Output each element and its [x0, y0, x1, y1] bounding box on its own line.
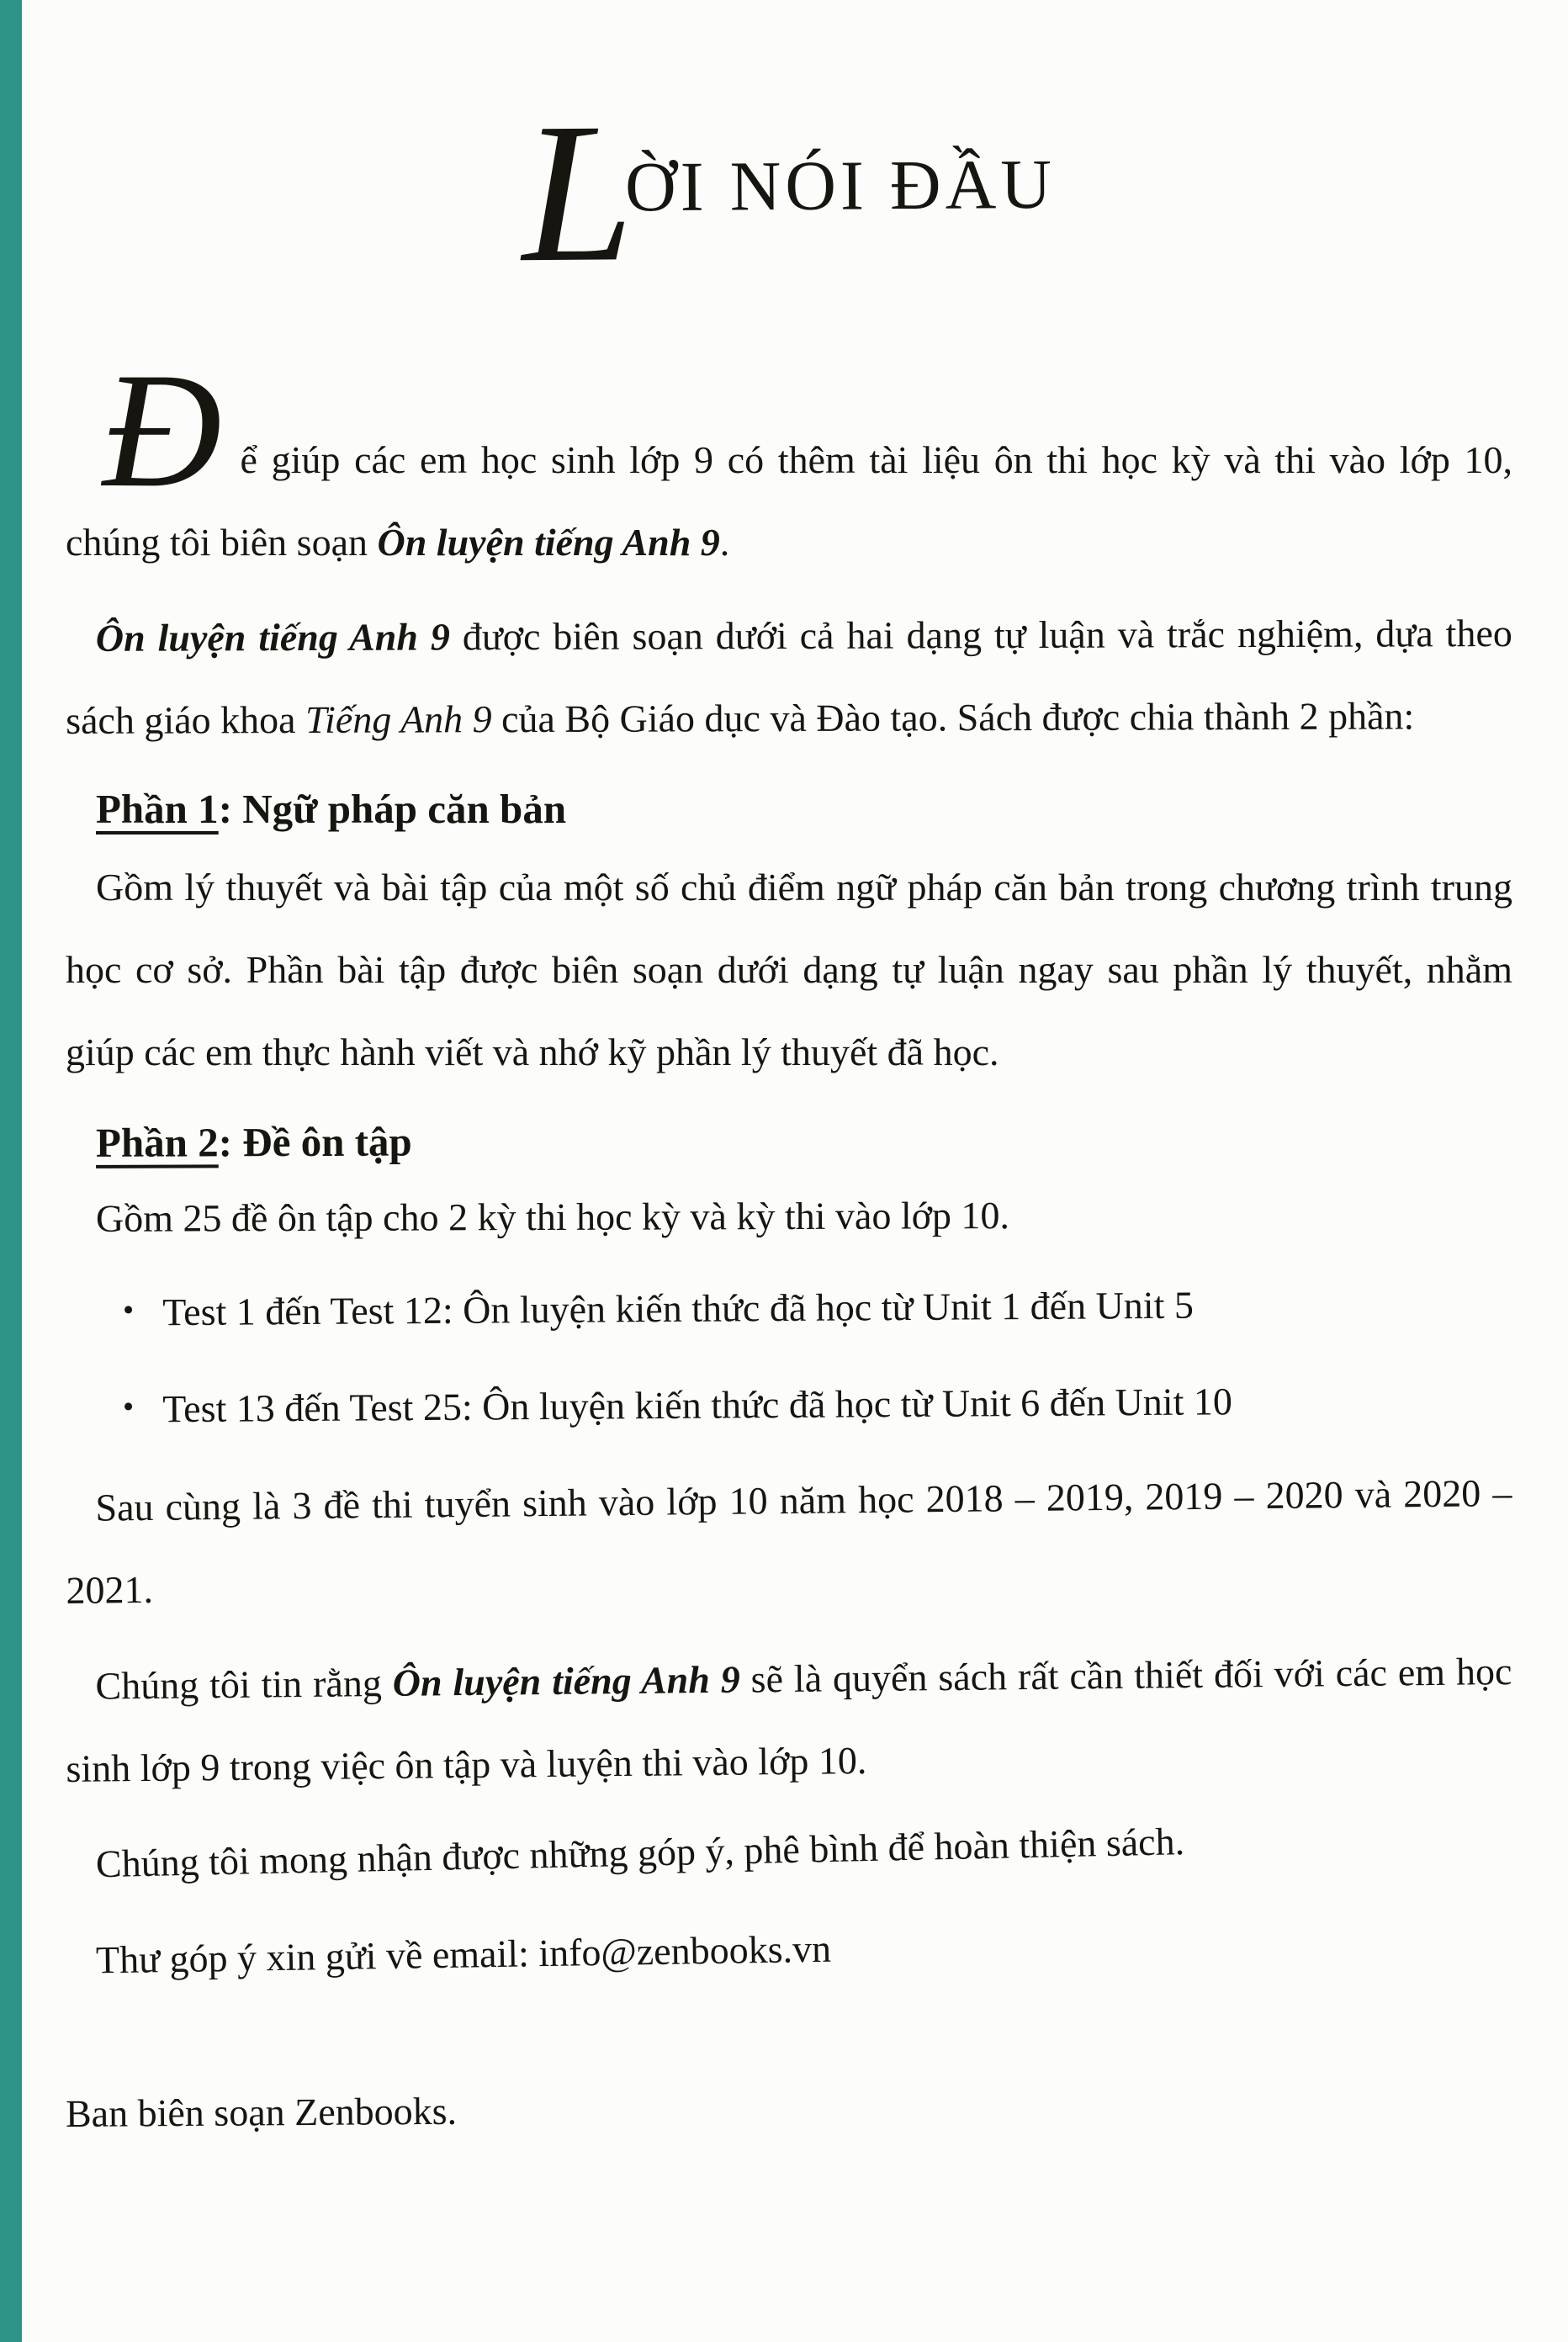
textbook-reference: Tiếng Anh 9: [305, 697, 492, 742]
drop-cap: Đ: [103, 339, 222, 522]
part1-heading: [66, 779, 1512, 840]
overview-text-b: của Bộ Giáo dục và Đào tạo. Sách được chia thành 2 phần:: [491, 694, 1415, 741]
part2-heading-text: Đề ôn tập: [242, 1118, 412, 1166]
title-caps-text: ỜI NÓI ĐẦU: [624, 145, 1057, 227]
bullet-icon: •: [122, 1389, 135, 1425]
page-content: [66, 0, 1512, 2189]
book-title-emphasis: Ôn luyện tiếng Anh 9: [95, 615, 450, 660]
bullet-icon: •: [122, 1292, 135, 1328]
test-range-text: Test 13 đến Test 25: Ôn luyện kiến thức đã học từ Unit 6 đến Unit 10: [162, 1380, 1233, 1431]
list-item: [66, 1262, 1513, 1357]
part1-description: Gồm lý thuyết và bài tập của một số chủ điểm ngữ pháp căn bản trong chương trình trung học cơ sở. Phần bài tập được biên soạn dưới dạng tự luận ngay sau phần lý thuyết, nhằm giúp các em thực hành viết và nhớ kỹ phần lý thuyết đã học.: [66, 866, 1512, 1073]
signature: Ban biên soạn Zenbooks.: [65, 2089, 458, 2136]
preface-title: [65, 82, 1513, 323]
book-title-emphasis: Ôn luyện tiếng Anh 9: [392, 1657, 740, 1704]
closing-text-a: Chúng tôi tin rằng: [95, 1661, 393, 1708]
intro-text-a: ể giúp các em học sinh lớp 9 có thêm tài liệu ôn thi học kỳ và thi vào lớp 10, chúng tôi biên soạn: [66, 438, 1512, 564]
part2-heading: [66, 1108, 1512, 1174]
part1-heading-text: Ngữ pháp căn bản: [242, 786, 567, 832]
title-script-initial: L: [521, 82, 629, 305]
list-item: [66, 1359, 1513, 1454]
overview-text-a: được biên soạn dưới cả hai dạng tự luận và trắc nghiệm, dựa theo sách giáo khoa: [66, 611, 1512, 742]
feedback-paragraph: Chúng tôi mong nhận được những góp ý, phê bình để hoàn thiện sách.: [95, 1820, 1185, 1886]
page-edge-strip: [0, 0, 22, 2342]
closing-text-b: sẽ là quyển sách rất cần thiết đối với các em học sinh lớp 9 trong việc ôn tập và luyện thi vào lớp 10.: [66, 1649, 1512, 1790]
overview-paragraph: [66, 592, 1513, 762]
intro-paragraph: [66, 339, 1512, 584]
part2-heading-colon: :: [218, 1119, 243, 1166]
contact-paragraph: Thư góp ý xin gửi về email: info@zenbooks.vn: [95, 1926, 832, 1982]
intro-text-b: .: [719, 521, 730, 564]
exam-years-paragraph: Sau cùng là 3 đề thi tuyển sinh vào lớp 10 năm học 2018 – 2019, 2019 – 2020 và 2020 – 2021.: [66, 1470, 1512, 1612]
test-list: [66, 1272, 1512, 1454]
closing-paragraph: [65, 1630, 1513, 1810]
book-title-emphasis: Ôn luyện tiếng Anh 9: [377, 521, 720, 564]
part1-heading-colon: :: [218, 786, 243, 832]
part2-heading-label: Phần 2: [95, 1119, 219, 1166]
part2-summary: Gồm 25 đề ôn tập cho 2 kỳ thi học kỳ và kỳ thi vào lớp 10.: [95, 1194, 1010, 1240]
part1-heading-label: Phần 1: [96, 786, 219, 832]
test-range-text: Test 1 đến Test 12: Ôn luyện kiến thức đã học từ Unit 1 đến Unit 5: [162, 1283, 1195, 1334]
